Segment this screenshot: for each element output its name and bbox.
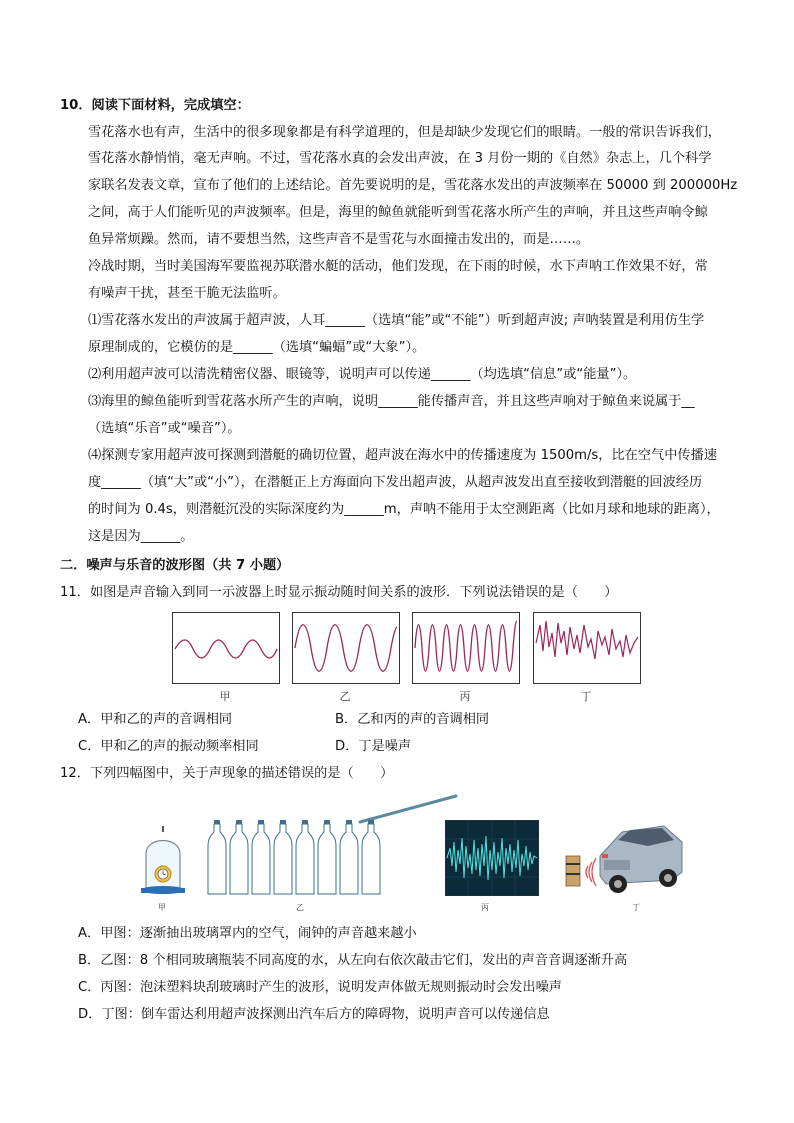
q12-stem: 12．下列四幅图中，关于声现象的描述错误的是（ ） bbox=[60, 766, 394, 781]
bottles-figure bbox=[206, 792, 462, 898]
q10-p1-line3: 家联名发表文章，宣布了他们的上述结论。首先要说明的是，雪花落水发出的声波频率在 50000 到 200000Hz bbox=[88, 178, 738, 193]
q10-p1-line5: 鱼异常烦躁。然而，请不要想当然，这些声音不是雪花与水面撞击发出的，而是……。 bbox=[88, 232, 590, 247]
q10-p2-line2: 有噪声干扰，甚至干脆无法监听。 bbox=[88, 286, 286, 301]
bell-jar-figure bbox=[138, 826, 188, 898]
q12-option-d[interactable]: D．丁图：倒车雷达利用超声波探测出汽车后方的障碍物，说明声音可以传递信息 bbox=[78, 1007, 550, 1022]
waveform-jia bbox=[172, 612, 280, 684]
q10-item4-line1: ⑷探测专家用超声波可探测到潜艇的确切位置，超声波在海水中的传播速度为 1500m/s，比在空气中传播速 bbox=[88, 448, 717, 463]
oscilloscope-screen-figure bbox=[445, 820, 539, 896]
waveform-ding bbox=[533, 612, 641, 684]
label-yi: 乙 bbox=[339, 690, 351, 703]
q10-p1-line4: 之间，高于人们能听见的声波频率。但是，海里的鲸鱼就能听到雪花落水所产生的声响，并且这些声响令鲸 bbox=[88, 205, 708, 220]
q10-item4-line2: 度______（填“大”或“小”），在潜艇正上方海面向下发出超声波，从超声波发出直至接收到潜艇的回波经历 bbox=[88, 475, 703, 490]
q11-option-c[interactable]: C．甲和乙的声的振动频率相同 bbox=[78, 739, 259, 754]
fig-label-bing: 丙 bbox=[481, 903, 489, 912]
q10-item4-line3: 的时间为 0.4s，则潜艇沉没的实际深度约为______m，声呐不能用于太空测距离（比如月球和地球的距离）， bbox=[88, 502, 720, 517]
fig-label-ding: 丁 bbox=[632, 903, 640, 912]
q11-option-a[interactable]: A．甲和乙的声的音调相同 bbox=[78, 712, 233, 727]
bottle bbox=[340, 820, 358, 894]
reversing-car-figure bbox=[560, 816, 684, 896]
fig-label-yi: 乙 bbox=[296, 903, 304, 912]
bottle bbox=[230, 820, 248, 894]
q10-p1-line1: 雪花落水也有声，生活中的很多现象都是有科学道理的，但是却缺少发现它们的眼睛。一般的常识告诉我们， bbox=[88, 125, 721, 140]
q12-option-b[interactable]: B．乙图：8 个相同玻璃瓶装不同高度的水，从左向右依次敲击它们，发出的声音音调逐渐升高 bbox=[78, 953, 628, 968]
q10-p2-line1: 冷战时期，当时美国海军要监视苏联潜水艇的活动，他们发现，在下雨的时候，水下声呐工作效果不好，常 bbox=[88, 259, 708, 274]
waveform-bing bbox=[412, 612, 520, 684]
section-title: 二．噪声与乐音的波形图（共 7 小题） bbox=[60, 558, 290, 573]
label-jia: 甲 bbox=[219, 690, 231, 703]
bottle bbox=[252, 820, 270, 894]
bottle bbox=[274, 820, 292, 894]
label-ding: 丁 bbox=[580, 690, 592, 703]
q10-p1-line2: 雪花落水静悄悄，毫无声响。不过，雪花落水真的会发出声波，在 3 月份一期的《自然》杂志上，几个科学 bbox=[88, 151, 712, 166]
q10-item1-line2: 原理制成的，它模仿的是______（选填“蝙蝠”或“大象”）。 bbox=[88, 340, 426, 355]
q10-item4-line4: 这是因为______。 bbox=[88, 529, 194, 544]
q10-item2: ⑵利用超声波可以清洗精密仪器、眼镜等，说明声可以传递______（均选填“信息”或“能量”）。 bbox=[88, 367, 637, 382]
bottle bbox=[208, 820, 226, 894]
q10-header bbox=[60, 97, 250, 115]
q12-option-c[interactable]: C．丙图：泡沫塑料块刮玻璃时产生的波形，说明发声体做无规则振动时会发出噪声 bbox=[78, 980, 562, 995]
bottle bbox=[362, 820, 380, 894]
q10-item3-line2: （选填“乐音”或“噪音”）。 bbox=[88, 421, 241, 436]
waveform-yi bbox=[292, 612, 400, 684]
q10-item3-line1: ⑶海里的鲸鱼能听到雪花落水所产生的声响，说明______能传播声音，并且这些声响对于鲸鱼来说属于__ bbox=[88, 394, 695, 409]
q10-item1-line1: ⑴雪花落水发出的声波属于超声波，人耳______（选填“能”或“不能”）听到超声波; 声呐装置是利用仿生学 bbox=[88, 313, 705, 328]
q11-stem: 11．如图是声音输入到同一示波器上时显示振动随时间关系的波形．下列说法错误的是（ ） bbox=[60, 585, 618, 600]
fig-label-jia: 甲 bbox=[158, 903, 166, 912]
q11-option-b[interactable]: B．乙和丙的声的音调相同 bbox=[335, 712, 490, 727]
bottle bbox=[318, 820, 336, 894]
bottle bbox=[296, 820, 314, 894]
q10-text: 10．阅读下面材料，完成填空： bbox=[60, 98, 250, 113]
q12-option-a[interactable]: A．甲图：逐渐抽出玻璃罩内的空气，闹钟的声音越来越小 bbox=[78, 926, 417, 941]
label-bing: 丙 bbox=[459, 690, 471, 703]
q11-option-d[interactable]: D．丁是噪声 bbox=[335, 739, 412, 754]
